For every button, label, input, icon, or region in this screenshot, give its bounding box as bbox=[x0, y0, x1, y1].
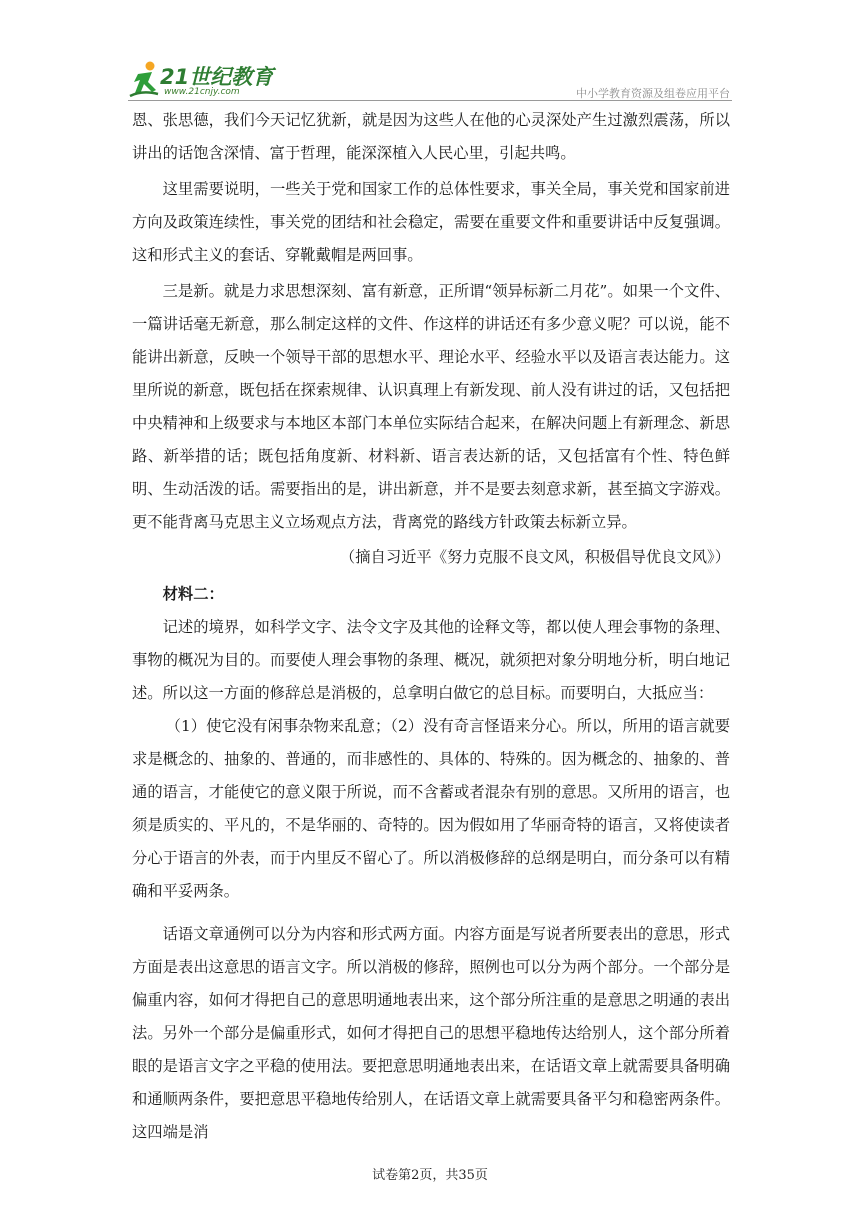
paragraph: （1）使它没有闲事杂物来乱意；（2）没有奇言怪语来分心。所以，所用的语言就要求是概念的、抽象的、普通的，而非感性的、具体的、特殊的。因为概念的、抽象的、普通的语言，才能使它的意义限于所说，而不含蓄或者混杂有别的意思。又所用的语言，也须是质实的、平凡的，不是华丽的、奇特的。因为假如用了华丽奇特的语言，又将使读者分心于语言的外表，而于内里反不留心了。所以消极修辞的总纲是明白，而分条可以有精确和平妥两条。 bbox=[132, 717, 730, 900]
logo-url: www.21cnjy.com bbox=[164, 87, 240, 97]
runner-logo-icon bbox=[128, 60, 162, 100]
platform-name: 中小学教育资源及组卷应用平台 bbox=[576, 87, 730, 100]
site-logo[interactable] bbox=[128, 60, 288, 102]
logo-text: 21世纪教育 bbox=[160, 65, 274, 89]
source-citation: （摘自习近平《努力克服不良文风，积极倡导优良文风》） bbox=[339, 548, 730, 566]
page-footer: 试卷第2页，共35页 bbox=[372, 1168, 488, 1183]
header-divider bbox=[128, 100, 732, 101]
paragraph-continued: 恩、张思德，我们今天记忆犹新，就是因为这些人在他的心灵深处产生过激烈震荡，所以讲出的话饱含深情、富于哲理，能深深植入人民心里，引起共鸣。 bbox=[132, 111, 730, 162]
paragraph: 三是新。就是力求思想深刻、富有新意，正所谓“领异标新二月花”。如果一个文件、一篇讲话毫无新意，那么制定这样的文件、作这样的讲话还有多少意义呢？可以说，能不能讲出新意，反映一个领导干部的思想水平、理论水平、经验水平以及语言表达能力。这里所说的新意，既包括在探索规律、认识真理上有新发现、前人没有讲过的话，又包括把中央精神和上级要求与本地区本部门本单位实际结合起来，在解决问题上有新理念、新思路、新举措的话；既包括角度新、材料新、语言表达新的话，又包括富有个性、特色鲜明、生动活泼的话。需要指出的是，讲出新意，并不是要去刻意求新，甚至搞文字游戏。更不能背离马克思主义立场观点方法，背离党的路线方针政策去标新立异。 bbox=[132, 282, 730, 531]
paragraph: 话语文章通例可以分为内容和形式两方面。内容方面是写说者所要表出的意思，形式方面是表出这意思的语言文字。所以消极的修辞，照例也可以分为两个部分。一个部分是偏重内容，如何才得把自己的意思明通地表出来，这个部分所注重的是意思之明通的表出法。另外一个部分是偏重形式，如何才得把自己的思想平稳地传达给别人，这个部分所着眼的是语言文字之平稳的使用法。要把意思明通地表出来，在话语文章上就需要具备明确和通顺两条件，要把意思平稳地传给别人，在话语文章上就需要具备平匀和稳密两条件。这四端是消 bbox=[132, 925, 730, 1141]
document-body bbox=[132, 104, 730, 1149]
paragraph: 这里需要说明，一些关于党和国家工作的总体性要求，事关全局，事关党和国家前进方向及政策连续性，事关党的团结和社会稳定，需要在重要文件和重要讲话中反复强调。这和形式主义的套话、穿靴戴帽是两回事。 bbox=[132, 180, 730, 264]
paragraph: 记述的境界，如科学文字、法令文字及其他的诠释文等，都以使人理会事物的条理、事物的概况为目的。而要使人理会事物的条理、概况，就须把对象分明地分析，明白地记述。所以这一方面的修辞总是消极的，总拿明白做它的总目标。而要明白，大抵应当： bbox=[132, 618, 730, 702]
page-header bbox=[128, 60, 732, 102]
section-heading: 材料二： bbox=[162, 585, 224, 603]
